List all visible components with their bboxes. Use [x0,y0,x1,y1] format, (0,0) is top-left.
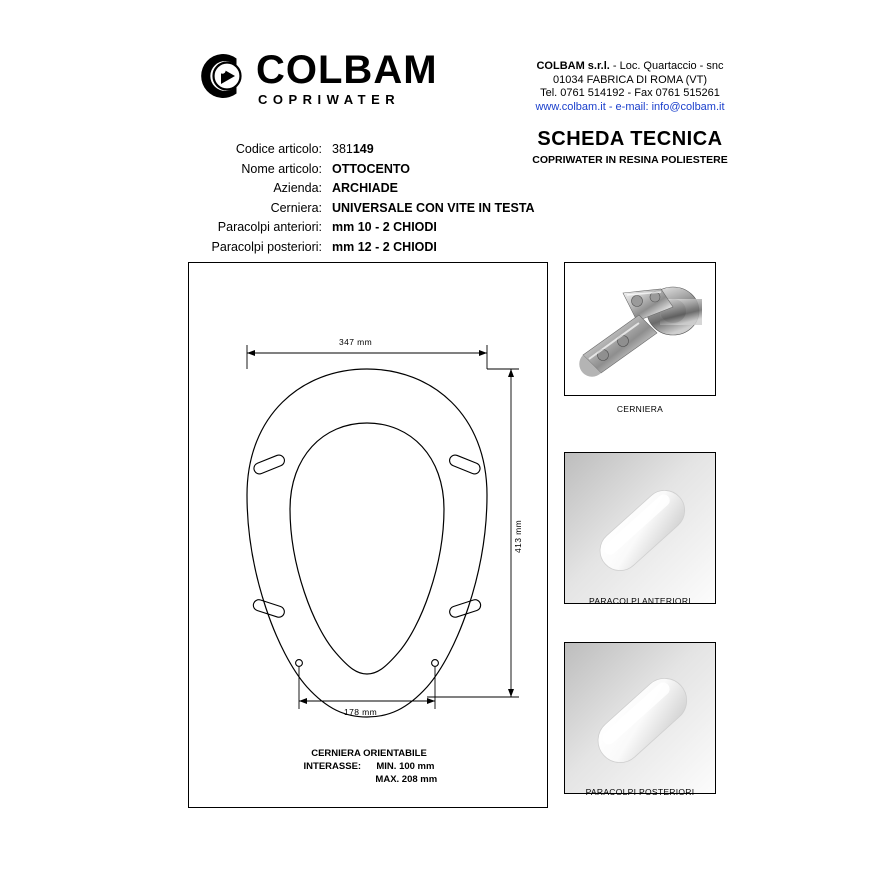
company-address [500,60,760,114]
spec-row-cerniera [180,201,610,215]
spec-value-nome: OTTOCENTO [332,161,411,176]
spec-value-azienda: ARCHIADE [332,181,398,195]
spec-value-paracolpi-posteriori: mm 12 - 2 CHIODI [332,239,437,254]
company-city: 01034 FABRICA DI ROMA (VT) [552,73,708,86]
photo-caption-front-bumper: PARACOLPI ANTERIORI [589,596,691,606]
spec-row-codice [180,142,610,156]
spec-row-paracolpi-anteriori [180,220,610,234]
photo-front-bumper [564,452,716,604]
spec-label-cerniera: Cerniera: [270,200,322,215]
spec-label-paracolpi-anteriori: Paracolpi anteriori: [217,220,322,234]
spec-label-codice: Codice articolo: [235,142,322,156]
spec-label-azienda: Azienda: [273,181,322,195]
spec-row-paracolpi-posteriori [180,240,610,254]
spec-label-nome: Nome articolo: [241,161,322,176]
page-subtitle: COPRIWATER IN RESINA POLIESTERE [532,154,728,166]
company-phone: Tel. 0761 514192 - Fax 0761 515261 [540,87,720,99]
company-web-email[interactable]: www.colbam.it - e-mail: info@colbam.it [535,100,725,113]
spec-value-cerniera: UNIVERSALE CON VITE IN TESTA [332,200,535,215]
photo-hinge [564,262,716,396]
dimension-width-label: 347 mm [339,337,373,347]
hinge-note-min-row [189,760,549,773]
photo-caption-rear-bumper: PARACOLPI POSTERIORI [585,787,695,797]
photo-caption-hinge: CERNIERA [616,404,664,414]
spec-value-codice [332,142,374,156]
colbam-c-logo-icon [196,48,252,104]
spec-row-azienda [180,181,610,195]
dimension-height-label: 413 mm [513,519,523,553]
spec-value-paracolpi-anteriori: mm 10 - 2 CHIODI [332,220,437,234]
hinge-note-label: INTERASSE: [303,761,362,772]
spec-label-paracolpi-posteriori: Paracolpi posteriori: [211,239,322,254]
company-address-street: - Loc. Quartaccio - snc [609,60,724,72]
hinge-note-title: CERNIERA ORIENTABILE [311,748,427,759]
hinge-note-block [189,747,549,786]
hinge-note-min: MIN. 100 mm [376,761,435,772]
brand-logo [196,48,496,110]
spec-row-nome [180,162,610,176]
hinge-note-max-row [189,773,549,786]
spec-value-codice-suffix: 149 [352,142,374,156]
brand-tagline: COPRIWATER [258,92,401,107]
toilet-seat-drawing-frame [188,262,548,808]
specification-list [180,142,610,259]
dimension-hole-spacing-label: 178 mm [344,707,378,717]
company-legal-name: COLBAM s.r.l. [536,60,610,72]
spec-value-codice-prefix: 381 [332,142,353,156]
brand-name: COLBAM [256,48,438,92]
page-title: SCHEDA TECNICA [537,128,723,150]
hinge-note-max: MAX. 208 mm [375,774,438,785]
photo-rear-bumper [564,642,716,794]
